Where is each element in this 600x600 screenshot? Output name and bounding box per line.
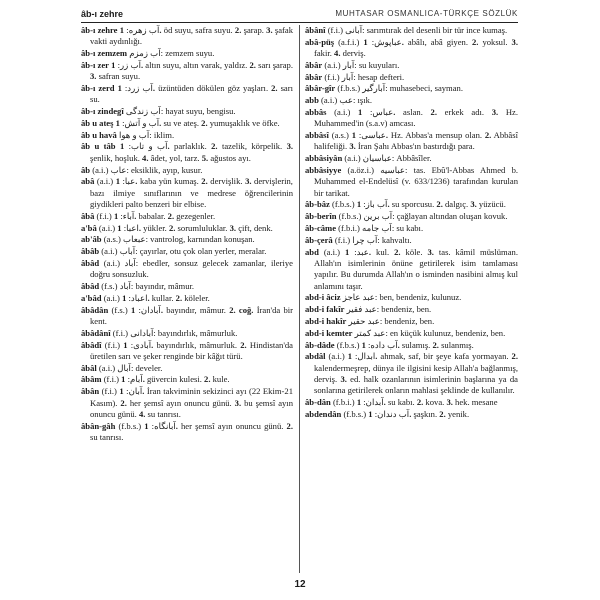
sense-number: 4.	[334, 48, 341, 59]
sense-number: 1.	[119, 25, 162, 35]
dictionary-entry	[305, 316, 518, 327]
entry-gloss: (f.i.) آبادانی: bayındırlık, mâmurluk.	[110, 327, 238, 338]
sense-number: 3.	[511, 36, 518, 47]
sense-number: 1.	[117, 222, 142, 233]
sense-text: kova.	[423, 397, 447, 407]
entry-gloss: (f.i.) آبادی:	[101, 339, 152, 350]
entry-headword: a'bâd	[81, 292, 102, 303]
entry-gloss: (f.i.) آب چرا: kahvaltı.	[332, 234, 412, 245]
entry-gloss: عبد عاجز: ben, bendeniz, kulunuz.	[340, 292, 462, 303]
entry-headword: abbâsiyân	[305, 153, 343, 164]
sense-text: her şemsî ayın onuncu günü.	[177, 420, 287, 431]
sense-number: 2.	[211, 141, 218, 152]
dictionary-entry	[81, 141, 293, 164]
entry-headword: âb-ı zerd	[81, 82, 115, 93]
dictionary-entry	[305, 235, 518, 246]
sense-number: 1.	[130, 304, 163, 315]
sense-text: yüzücü.	[476, 199, 506, 210]
sense-number: 1.	[345, 246, 372, 257]
entry-gloss: آب زمزم: zemzem suyu.	[127, 48, 215, 59]
entry-headword: âbân-gâh	[81, 420, 116, 431]
sense-number: 2.	[240, 339, 247, 350]
running-head-right: MUHTASAR OSMANLICA-TÜRKÇE SÖZLÜK	[335, 9, 518, 18]
running-head	[81, 7, 518, 21]
entry-gloss: آب زهره:	[117, 25, 160, 35]
entry-gloss: (f.i.) آبانی: sarımtırak del desenli bir tür ince kumaş.	[325, 25, 508, 35]
entry-headword: âbâ	[81, 210, 95, 221]
entry-gloss: (f.i.) آبار: hesap defteri.	[322, 71, 405, 82]
sense-text: İran'da bir kent.	[90, 304, 293, 326]
entry-headword: âb-ı zindegî	[81, 106, 124, 117]
entry-gloss: (f.b.s.) آبانگاه:	[115, 420, 176, 431]
sense-text: sulamış.	[399, 339, 433, 350]
sense-text: Hz. Abbas'a mensup olan.	[388, 130, 485, 141]
entry-headword: âb-çerâ	[305, 234, 333, 245]
sense-number: 4.	[138, 408, 146, 419]
dictionary-entry	[81, 106, 293, 117]
sense-text: Hindistan'da üretilen sarı ve şeker renginde bir kâğıt türü.	[90, 339, 293, 361]
dictionary-entry	[305, 165, 518, 199]
sense-text: Abbâsî halifeliği.	[314, 130, 518, 152]
dictionary-entry	[81, 281, 293, 292]
sense-text: bayındır, mâmur.	[162, 304, 230, 315]
dictionary-entry	[305, 340, 518, 351]
entry-gloss: عبد حقیر: bendeniz, ben.	[346, 315, 435, 326]
dictionary-entry	[81, 211, 293, 222]
entry-gloss: عبد فقیر: bendeniz, ben.	[344, 304, 432, 315]
entry-headword: âb u havâ	[81, 129, 117, 140]
dictionary-entry	[81, 176, 293, 210]
sense-text: derviş.	[340, 48, 366, 59]
sense-text: gezegenler.	[174, 210, 216, 221]
dictionary-entry	[81, 130, 293, 141]
sense-text: Hz. Muhammed'in (s.a.v) amcası.	[314, 107, 518, 129]
entry-gloss: (a.i.) عب: ışık.	[318, 95, 373, 106]
sense-number: 1.	[356, 199, 390, 210]
sense-number: 3.	[229, 222, 237, 233]
entry-headword: âbâdânî	[81, 327, 111, 338]
sense-text: güvercin kulesi.	[144, 374, 205, 385]
entry-headword: abbâsiyye	[305, 165, 342, 176]
sense-text: sorumluluklar.	[175, 222, 230, 233]
sense-number: 3.	[491, 107, 499, 118]
dictionary-entry	[305, 107, 518, 130]
dictionary-entry	[81, 386, 293, 420]
dictionary-entry	[305, 25, 518, 36]
entry-headword: âbâd	[81, 257, 100, 268]
sense-text: köleler.	[182, 292, 210, 303]
sense-number: 1.	[117, 82, 156, 93]
sense-number: 1.	[356, 397, 386, 407]
dictionary-entry	[305, 397, 518, 408]
entry-headword: âb-bâz	[305, 199, 330, 210]
sense-number: 1.	[358, 107, 396, 118]
entry-headword: âb u tâb	[81, 141, 116, 152]
sense-number: 2.	[394, 246, 401, 257]
entry-gloss: عبد کمتر: en küçük kulunuz, bendeniz, ben.	[352, 327, 506, 338]
sense-number: 2.	[439, 408, 446, 419]
sense-text: çift, denk.	[236, 222, 273, 233]
dictionary-entry	[305, 130, 518, 153]
entry-headword: âb-ı zemzem	[81, 48, 128, 59]
sense-text: İran Şahı Abbas'ın bastırdığı para.	[355, 141, 475, 152]
sense-text: kalendermeşrep, dünya ile ilgisini kesip Allah'a bağlanmış, derviş.	[314, 362, 518, 384]
dictionary-entry	[81, 60, 293, 83]
sense-text: dervişlerin, bazı ilmiye sınıflarının ve medrese öğrencilerinin giydikleri palto benzeri bir elbise.	[90, 176, 293, 209]
dictionary-entry	[81, 118, 293, 129]
entry-headword: âbâb	[81, 246, 100, 257]
entry-gloss: آب و آتش:	[113, 117, 160, 128]
sense-number: 2.	[249, 59, 256, 70]
sense-number: 2.	[201, 176, 208, 187]
sense-text: su sporcusu.	[389, 199, 437, 210]
sense-text: safran suyu.	[96, 71, 141, 82]
sense-number: 3.	[340, 373, 347, 384]
sense-text: yenik.	[445, 408, 470, 419]
running-head-left: âb-ı zehre	[81, 9, 124, 19]
sense-text: sarı su.	[90, 82, 293, 105]
entry-headword: âbânî	[305, 25, 326, 35]
entry-gloss: آب و تاب:	[115, 141, 168, 152]
sense-text: erkek adı.	[436, 107, 492, 118]
dictionary-entry	[81, 25, 293, 48]
entry-gloss: (a.i.) اعبا:	[96, 222, 139, 233]
entry-gloss: (f.b.i.) آب جامه: su kabı.	[336, 223, 424, 234]
entry-gloss: (a.i.) آباب: çayırlar, otu çok olan yerler, meralar.	[99, 246, 267, 257]
entry-headword: âb u ateş	[81, 117, 114, 128]
sense-text: şafak vakti aydınlığı.	[90, 25, 294, 47]
entry-gloss: (f.b.s.) آب دندان:	[341, 408, 410, 419]
entry-gloss: آب زر:	[108, 59, 141, 70]
dictionary-entry	[81, 340, 293, 363]
sense-number: 1.	[121, 374, 145, 385]
entry-headword: âbâdî	[81, 339, 102, 350]
sense-number: coğ.	[238, 304, 254, 315]
sense-number: 2.	[120, 397, 127, 408]
dictionary-entry	[305, 153, 518, 164]
sense-text: altın suyu, altın varak, yaldız.	[143, 59, 250, 70]
sense-number: 1.	[113, 210, 137, 221]
entry-headword: âb-ı zehre	[81, 25, 118, 35]
entry-headword: abbâsî	[305, 130, 329, 141]
sense-text: âdet, yol, tarz.	[148, 152, 202, 163]
sense-number: 5.	[201, 152, 209, 163]
sense-text: kule.	[210, 374, 230, 385]
sense-text: kul.	[371, 246, 395, 257]
sense-number: 1.	[361, 339, 400, 350]
sense-text: ed. halk ozanlarının isimlerinin başlarına ya da sonlarına getirilerek onların mahlasi şeklinde de kullanılır.	[314, 373, 518, 396]
sense-text: su tanrısı.	[145, 408, 181, 419]
sense-number: 2.	[204, 374, 211, 385]
sense-text: şenlik, hoşluk.	[90, 152, 143, 163]
sense-text: aslan.	[395, 107, 431, 118]
entry-headword: âbâr	[305, 59, 323, 70]
dictionary-entry	[81, 305, 293, 328]
entry-headword: abd	[305, 246, 319, 257]
entry-gloss: (f.s.) آبادان:	[108, 304, 161, 315]
entry-gloss: (a.i.) آباد: ebedler, sonsuz gelecek zamanlar, ileriye doğru sonsuzluk.	[90, 257, 293, 280]
sense-text: tazelik, körpelik.	[217, 141, 287, 152]
dictionary-entry	[81, 223, 293, 234]
sense-number: 1.	[351, 130, 389, 141]
sense-text: tas. kâmil müslüman. Allah'ın isimlerinin önüne getirilerek isim tamlaması yapılır. Bu durumda Allah'ın o isminden nasibini almış kul anlamını taşır.	[314, 246, 519, 291]
entry-gloss: آب و هوا: iklim.	[116, 129, 175, 140]
dictionary-entry	[305, 409, 518, 420]
entry-gloss: آب زندگی: hayat suyu, bengisu.	[123, 106, 236, 117]
sense-number: 2.	[201, 117, 208, 128]
sense-number: 3.	[245, 176, 252, 187]
entry-headword: abdendân	[305, 408, 342, 419]
sense-text: şaşkın.	[411, 408, 440, 419]
sense-text: parlaklık.	[169, 141, 212, 152]
sense-text: su tanrısı.	[90, 431, 124, 442]
entry-headword: âb-ı zer	[81, 59, 109, 70]
sense-number: 2.	[234, 25, 242, 35]
dictionary-entry	[81, 83, 293, 106]
dictionary-entry	[305, 304, 518, 315]
sense-number: 1.	[115, 176, 138, 187]
sense-number: 2.	[432, 339, 439, 350]
entry-headword: abdâl	[305, 351, 326, 362]
sense-text: bu şemsî ayın onuncu günü.	[90, 397, 293, 419]
entry-headword: âb-dâde	[305, 339, 335, 350]
dictionary-entry	[81, 234, 293, 245]
entry-gloss: (a.i.) عاب: eksiklik, ayıp, kusur.	[90, 164, 203, 175]
dictionary-entry	[81, 421, 293, 444]
entry-headword: abd-i kemter	[305, 327, 353, 338]
sense-number: 1.	[347, 351, 378, 362]
sense-text: sulanmış.	[438, 339, 474, 350]
sense-number: 2.	[286, 420, 293, 431]
sense-text: kaba yün kumaş.	[137, 176, 202, 187]
entry-headword: ab'âb	[81, 234, 102, 245]
sense-number: 2.	[430, 107, 437, 118]
sense-text: üzüntüden dökülen göz yaşları.	[155, 82, 272, 93]
column-divider	[299, 25, 300, 573]
entry-gloss: آب زرد:	[114, 82, 153, 93]
entry-gloss: (a.i.) ابدال:	[325, 351, 376, 362]
sense-text: İran takviminin sekizinci ayı (22 Ekim-21 Kasım).	[90, 386, 293, 408]
sense-text: köle.	[400, 246, 428, 257]
entry-gloss: (a.i.) آبار: su kuyuları.	[322, 59, 400, 70]
sense-text: sarı şarap.	[255, 59, 293, 70]
sense-number: 1.	[368, 408, 412, 419]
sense-number: 3.	[470, 199, 477, 210]
page-number: 12	[294, 579, 306, 590]
sense-number: 1.	[111, 59, 144, 70]
sense-text: kullar.	[149, 292, 176, 303]
sense-number: 1.	[144, 420, 178, 431]
dictionary-entry	[81, 258, 293, 281]
entry-gloss: (f.b.i.) آبدان:	[330, 397, 384, 407]
dictionary-entry	[81, 165, 293, 176]
sense-number: 3.	[349, 141, 356, 152]
entry-gloss: (a.i.) عبا:	[94, 176, 136, 187]
sense-number: 1.	[119, 141, 170, 152]
entry-headword: âb-câme	[305, 223, 337, 234]
entry-gloss: (f.b.s.) آب برین: çağlayan altından oluşan kovuk.	[336, 211, 508, 222]
sense-text: su kabı.	[385, 397, 417, 407]
entry-headword: abb	[305, 95, 319, 106]
sense-number: 2.	[271, 82, 278, 93]
sense-text: dalgıç.	[442, 199, 471, 210]
header-rule	[81, 22, 518, 23]
entry-gloss: (a.i.) عباسیان: Abbâsîler.	[342, 153, 432, 164]
sense-text: abâlı, abâ giyen.	[403, 36, 472, 47]
sense-text: fakir.	[314, 48, 335, 59]
dictionary-entry	[81, 246, 293, 257]
sense-text: yumuşaklık ve öfke.	[207, 117, 280, 128]
sense-number: 4.	[142, 152, 149, 163]
entry-gloss: (a.f.i.) عباپوش:	[334, 36, 402, 47]
dictionary-entry	[305, 292, 518, 303]
sense-text: ağustos ayı.	[208, 152, 251, 163]
dictionary-entry	[305, 328, 518, 339]
sense-number: 2.	[168, 222, 176, 233]
left-column	[81, 25, 293, 444]
sense-number: 2.	[167, 210, 175, 221]
entry-gloss: (a.s.) عبعاب: vantrolog, karnından konuşan.	[101, 234, 255, 245]
dictionary-entry	[81, 293, 293, 304]
entry-headword: âbâdân	[81, 304, 109, 315]
sense-text: bayındırlık, mâmurluk.	[153, 339, 241, 350]
sense-number: 2.	[175, 292, 183, 303]
sense-number: 1.	[123, 339, 154, 350]
sense-number: 1.	[115, 117, 162, 128]
sense-number: 1.	[122, 292, 150, 303]
dictionary-entry	[305, 83, 518, 94]
entry-gloss: (a.i.) آبال: develer.	[96, 362, 163, 373]
sense-number: 2.	[229, 304, 236, 315]
dictionary-entry	[305, 60, 518, 71]
entry-headword: âbâd	[81, 281, 100, 292]
sense-number: 1.	[363, 36, 404, 47]
dictionary-entry	[81, 363, 293, 374]
sense-number: 2.	[471, 36, 479, 47]
dictionary-entry	[81, 374, 293, 385]
dictionary-entry	[305, 37, 518, 60]
entry-gloss: (a.i.) عبد:	[318, 246, 369, 257]
entry-headword: âbâr-gîr	[305, 83, 336, 94]
sense-number: 3.	[446, 397, 453, 407]
sense-number: 2.	[484, 130, 492, 141]
entry-gloss: (f.i.) آباء:	[94, 210, 135, 221]
dictionary-entry	[305, 95, 518, 106]
sense-text: şarap.	[241, 25, 267, 35]
sense-number: 3.	[90, 71, 97, 82]
sense-number: 2.	[416, 397, 424, 407]
entry-headword: âbâr	[305, 71, 323, 82]
entry-headword: âbân	[81, 386, 100, 397]
entry-headword: âb	[81, 164, 91, 175]
entry-headword: abd-i fakîr	[305, 304, 345, 315]
entry-gloss: (f.i.) آبام:	[101, 374, 143, 385]
sense-number: 2.	[436, 199, 443, 210]
sense-text: her şemsî ayın onuncu günü.	[126, 397, 235, 408]
dictionary-entry	[305, 223, 518, 234]
sense-text: öd suyu, safra suyu.	[161, 25, 235, 35]
sense-number: 1.	[119, 386, 145, 397]
entry-gloss: (f.b.s.) آب داده:	[334, 339, 398, 350]
sense-text: babalar.	[136, 210, 168, 221]
dictionary-entry	[305, 351, 518, 396]
entry-gloss: (a.s.) عباسی:	[328, 130, 386, 141]
sense-number: 2.	[511, 351, 518, 362]
dictionary-entry	[305, 247, 518, 292]
entry-headword: âbâl	[81, 362, 97, 373]
sense-number: 3.	[286, 141, 294, 152]
sense-text: yükler.	[141, 222, 169, 233]
entry-gloss: (f.b.s.) آب باز:	[329, 199, 388, 210]
entry-headword: âb-berîn	[305, 211, 337, 222]
sense-number: 3.	[234, 397, 242, 408]
entry-headword: âb-dân	[305, 397, 331, 407]
sense-text: dervişlik.	[207, 176, 246, 187]
entry-headword: âbâm	[81, 374, 102, 385]
entry-headword: abâ-püş	[305, 36, 335, 47]
dictionary-entry	[305, 199, 518, 210]
entry-headword: abâ	[81, 176, 95, 187]
sense-text: yoksul.	[478, 36, 512, 47]
right-column	[305, 25, 518, 421]
sense-text: su ve ateş.	[161, 117, 202, 128]
entry-gloss: (a.i.) عباس:	[326, 107, 394, 118]
sense-text: hek. mesane	[452, 397, 498, 407]
entry-headword: abd-i âciz	[305, 292, 341, 303]
entry-gloss: (f.b.s.) آبارگیر: muhasebeci, sayman.	[335, 83, 464, 94]
entry-gloss: (f.i.) آبان:	[99, 386, 143, 397]
sense-number: 3.	[427, 246, 434, 257]
dictionary-entry	[305, 211, 518, 222]
dictionary-entry	[305, 72, 518, 83]
sense-text: ahmak, saf, bir şeye kafa yormayan.	[377, 351, 512, 362]
sense-number: 3.	[266, 25, 273, 35]
entry-headword: a'bâ	[81, 222, 97, 233]
entry-gloss: (a.i.) اعباد:	[101, 292, 148, 303]
dictionary-entry	[81, 328, 293, 339]
entry-headword: abd-i hakîr	[305, 315, 347, 326]
entry-gloss: (f.s.) آباد: bayındır, mâmur.	[99, 281, 195, 292]
dictionary-entry	[81, 48, 293, 59]
entry-headword: abbâs	[305, 107, 327, 118]
entry-gloss: (a.öz.i.) عباسیه: tas. Ebû'l-Abbas Ahmed b. Muhammed el-Endelüsî (v. 633/1236) tarafından kurulan bir tarikat.	[314, 165, 519, 198]
